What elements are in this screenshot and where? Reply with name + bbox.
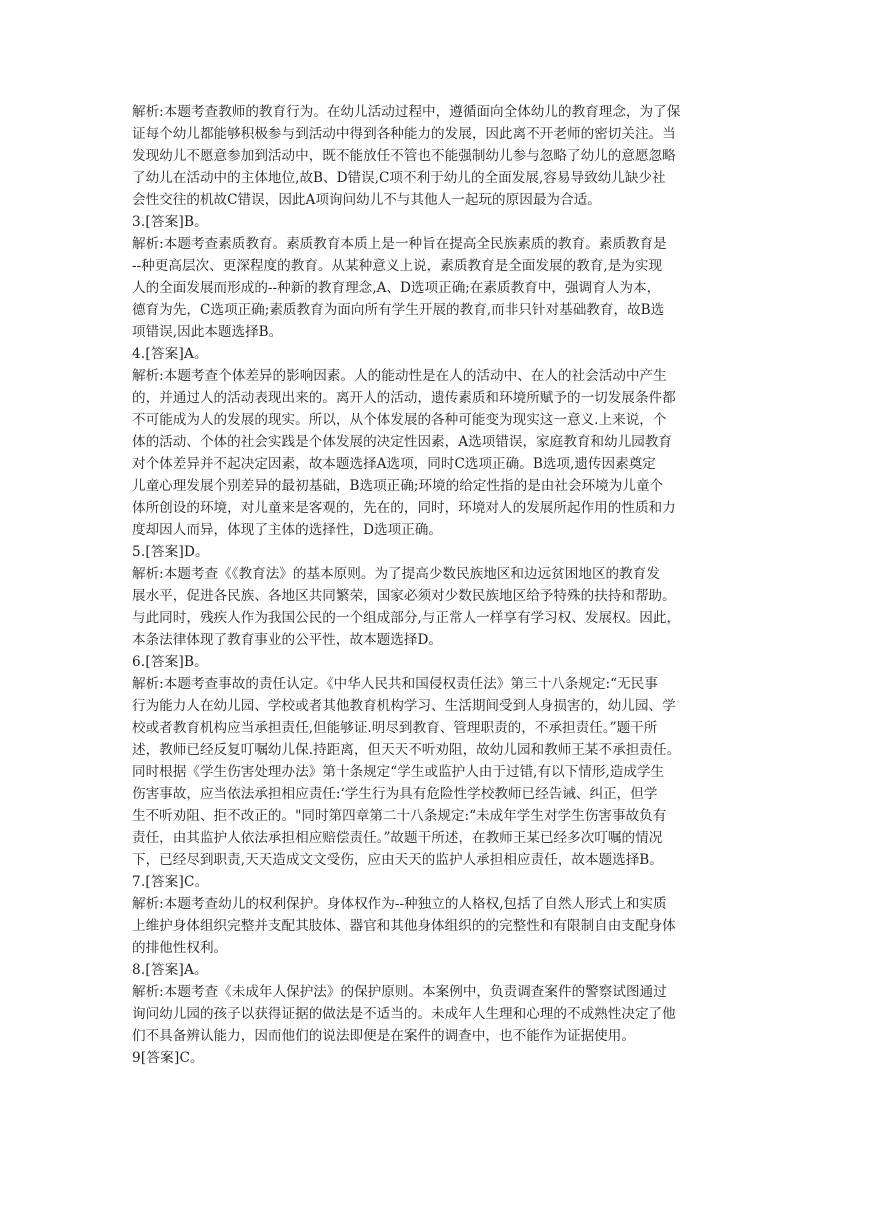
explanation-paragraph [132, 981, 737, 1047]
explanation-line: 儿童心理发展个别差异的最初基础，B选项正确;环境的给定性指的是由社会环境为儿童个 [132, 478, 664, 494]
answer-line: 7.[答案]C。 [132, 874, 209, 890]
explanation-line: 解析:本题考查素质教育。素质教育本质上是一种旨在提高全民族素质的教育。素质教育是 [132, 236, 667, 252]
answer-line: 5.[答案]D。 [132, 544, 209, 560]
explanation-line: 下，已经尽到职责,天天造成文文受伤，应由天天的监护人承担相应责任，故本题选择B。 [132, 852, 663, 868]
explanation-line: 询问幼儿园的孩子以获得证据的做法是不适当的。未成年人生理和心理的不成熟性决定了他 [132, 1006, 676, 1022]
answer-line: 9[答案]C。 [132, 1050, 204, 1066]
explanation-line: 解析:本题考查《《教育法》的基本原则。为了提高少数民族地区和边远贫困地区的教育发 [132, 566, 660, 582]
explanation-line: 体的活动、个体的社会实践是个体发展的决定性因素，A选项错误，家庭教育和幼儿园教育 [132, 434, 672, 450]
explanation-line: 项错误,因此本题选择B。 [132, 324, 283, 340]
explanation-line: 行为能力人在幼儿园、学校或者其他教育机构学习、生活期间受到人身损害的，幼儿园、学 [132, 698, 676, 714]
explanation-line: 们不具备辨认能力，因而他们的说法即便是在案件的调查中，也不能作为证据使用。 [132, 1028, 635, 1044]
explanation-line: 德育为先，C选项正确;素质教育为面向所有学生开展的教育,而非只针对基础教育，故B选 [132, 302, 665, 318]
explanation-line: 与此同时，残疾人作为我国公民的一个组成部分,与正常人一样享有学习权、发展权。因此， [132, 610, 681, 626]
explanation-paragraph [132, 893, 737, 959]
explanation-line: 的，并通过人的活动表现出来的。离开人的活动，遗传素质和环境所赋予的一切发展条件都 [132, 390, 676, 406]
document-page [132, 101, 737, 1069]
explanation-line: 度却因人而异，体现了主体的选择性，D选项正确。 [132, 522, 442, 538]
explanation-line: --种更高层次、更深程度的教育。从某种意义上说，素质教育是全面发展的教育,是为实现 [132, 258, 663, 274]
explanation-paragraph [132, 673, 737, 871]
explanation-line: 同时根据《学生伤害处理办法》第十条规定“学生或监护人由于过错,有以下情形,造成学生 [132, 764, 665, 780]
explanation-line: 体所创设的环境，对儿童来是客观的，先在的，同时，环境对人的发展所起作用的性质和力 [132, 500, 676, 516]
explanation-line: 对个体差异并不起决定因素，故本题选择A选项，同时C选项正确。B选项,遗传因素奠定 [132, 456, 656, 472]
explanation-line: 上维护身体组织完整并支配其肢体、器官和其他身体组织的的完整性和有限制自由支配身体 [132, 918, 676, 934]
explanation-line: 解析:本题考查教师的教育行为。在幼儿活动过程中，遵循面向全体幼儿的教育理念，为了保 [132, 104, 681, 120]
explanation-line: 生不听劝阻、拒不改正的。"同时第四章第二十八条规定:“未成年学生对学生伤害事故负有 [132, 808, 667, 824]
explanation-line: 不可能成为人的发展的现实。所以，从个体发展的各种可能变为现实这一意义.上来说，个 [132, 412, 667, 428]
explanation-line: 述，教师已经反复叮嘱幼儿保.持距离，但天天不听劝阻，故幼儿园和教师王某不承担责任。 [132, 742, 681, 758]
explanation-line: 会性交往的机故C错误，因此A项询问幼儿不与其他人一起玩的原因最为合适。 [132, 192, 601, 208]
explanation-paragraph [132, 233, 737, 343]
explanation-line: 解析:本题考查幼儿的权利保护。身体权作为--种独立的人格权,包括了自然人形式上和实质 [132, 896, 667, 912]
answer-line: 4.[答案]A。 [132, 346, 208, 362]
explanation-line: 展水平，促进各民族、各地区共同繁荣，国家必须对少数民族地区给予特殊的扶持和帮助。 [132, 588, 676, 604]
explanation-line: 本条法律体现了教育事业的公平性，故本题选择D。 [132, 632, 442, 648]
answer-line: 3.[答案]B。 [132, 214, 208, 230]
explanation-line: 解析:本题考查事故的责任认定。《中华人民共和国侵权责任法》第三十八条规定:“无民事 [132, 676, 658, 692]
explanation-line: 解析:本题考查个体差异的影响因素。人的能动性是在人的活动中、在人的社会活动中产生 [132, 368, 667, 384]
explanation-line: 的排他性权利。 [132, 940, 228, 956]
explanation-paragraph [132, 365, 737, 541]
explanation-line: 伤害事故，应当依法承担相应责任:‘学生行为具有危险性学校教师已经告诫、纠正，但学 [132, 786, 658, 802]
answer-line: 6.[答案]B。 [132, 654, 208, 670]
answer-line: 8.[答案]A。 [132, 962, 208, 978]
explanation-line: 人的全面发展而形成的--种新的教育理念,A、D选项正确;在素质教育中，强调育人为本， [132, 280, 661, 296]
explanation-line: 发现幼儿不愿意参加到活动中，既不能放任不管也不能强制幼儿参与忽略了幼儿的意愿忽略 [132, 148, 676, 164]
explanation-line: 了幼儿在活动中的主体地位,故B、D错误,C项不利于幼儿的全面发展,容易导致幼儿缺少社 [132, 170, 666, 186]
explanation-paragraph [132, 563, 737, 651]
explanation-line: 校或者教育机构应当承担责任,但能够证.明尽到教育、管理职责的，不承担责任。”题干所 [132, 720, 658, 736]
explanation-line: 证每个幼儿都能够积极参与到活动中得到各种能力的发展，因此离不开老师的密切关注。当 [132, 126, 676, 142]
explanation-paragraph [132, 101, 737, 211]
explanation-line: 解析:本题考查《未成年人保护法》的保护原则。本案例中，负责调查案件的警察试图通过 [132, 984, 667, 1000]
explanation-line: 责任，由其监护人依法承担相应赔偿责任。”故题干所述，在教师王某已经多次叮嘱的情况 [132, 830, 663, 846]
